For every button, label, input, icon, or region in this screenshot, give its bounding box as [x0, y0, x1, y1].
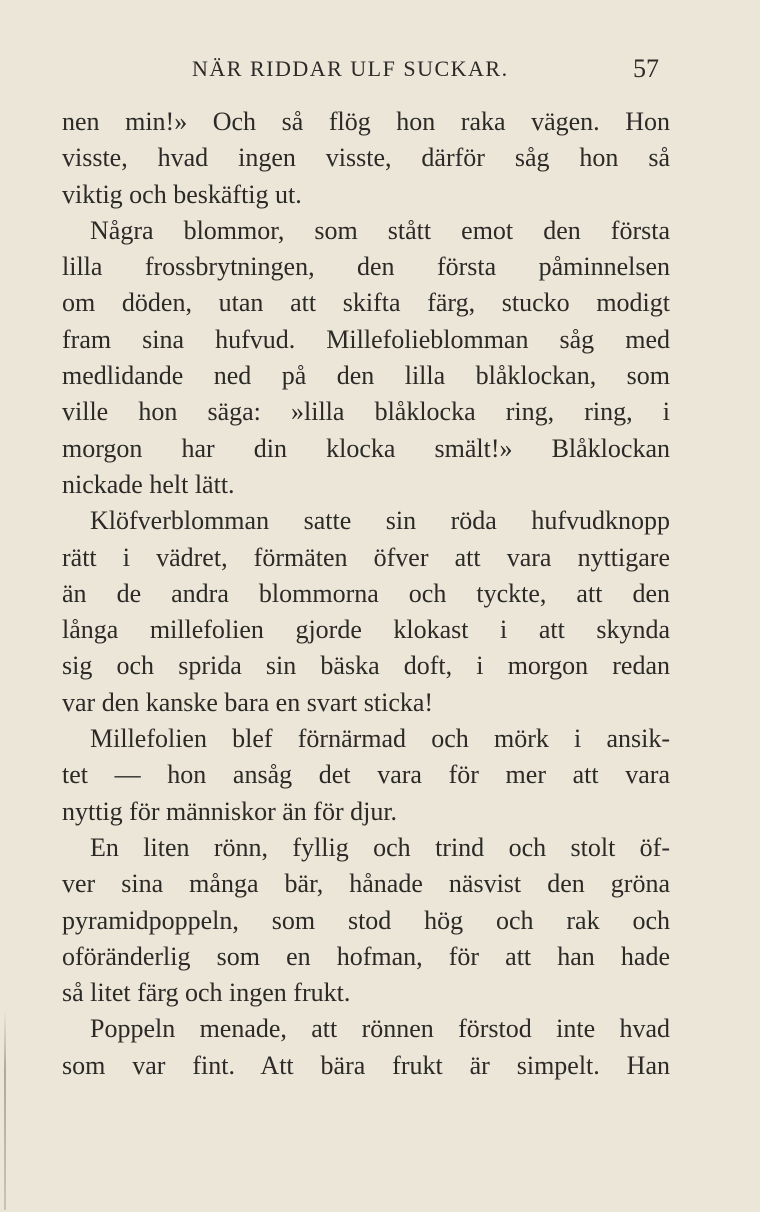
text-line: nen min!» Och så flög hon raka vägen. Hon — [62, 107, 670, 136]
running-title: NÄR RIDDAR ULF SUCKAR. — [192, 56, 509, 81]
text-line: tet — hon ansåg det vara för mer att vara — [62, 760, 670, 790]
body-text — [62, 104, 670, 1084]
text-line: fram sina hufvud. Millefolieblomman såg med — [62, 324, 670, 354]
text-line: lilla frossbrytningen, den första påminnelsen — [62, 252, 670, 282]
paragraph-start-line: Millefolien blef förnärmad och mörk i ansik- — [90, 724, 670, 754]
page-edge-shadow — [4, 1010, 6, 1210]
text-line: nickade helt lätt. — [62, 469, 235, 499]
text-line: pyramidpoppeln, som stod hög och rak och — [62, 905, 670, 935]
text-line: medlidande ned på den lilla blåklockan, som — [62, 361, 670, 391]
text-line: ville hon säga: »lilla blåklocka ring, ring, i — [62, 397, 670, 427]
text-line: viktig och beskäftig ut. — [62, 179, 302, 209]
text-line: ver sina många bär, hånade näsvist den gröna — [62, 869, 670, 899]
text-line: morgon har din klocka smält!» Blåklockan — [62, 433, 670, 463]
text-line: rätt i vädret, förmäten öfver att vara nyttigare — [62, 542, 670, 572]
paragraph-start-line: En liten rönn, fyllig och trind och stolt öf- — [90, 832, 670, 862]
text-line: visste, hvad ingen visste, därför såg hon så — [62, 143, 670, 173]
text-line: oföränderlig som en hofman, för att han hade — [62, 941, 670, 971]
page-number: 57 — [633, 54, 659, 83]
text-line: långa millefolien gjorde klokast i att skynda — [62, 615, 670, 645]
text-line: nyttig för människor än för djur. — [62, 796, 398, 826]
text-line: än de andra blommorna och tyckte, att den — [62, 578, 670, 608]
text-line: sig och sprida sin bäska doft, i morgon redan — [62, 651, 670, 681]
paragraph-start-line: Några blommor, som stått emot den första — [90, 215, 670, 245]
text-line: så litet färg och ingen frukt. — [62, 978, 351, 1008]
paragraph-start-line: Poppeln menade, att rönnen förstod inte hvad — [90, 1014, 670, 1044]
text-line: som var fint. Att bära frukt är simpelt. Han — [62, 1050, 670, 1080]
paragraph-start-line: Klöfverblomman satte sin röda hufvudknopp — [90, 506, 670, 536]
text-line: om döden, utan att skifta färg, stucko modigt — [62, 288, 670, 318]
text-line: var den kanske bara en svart sticka! — [62, 687, 434, 717]
